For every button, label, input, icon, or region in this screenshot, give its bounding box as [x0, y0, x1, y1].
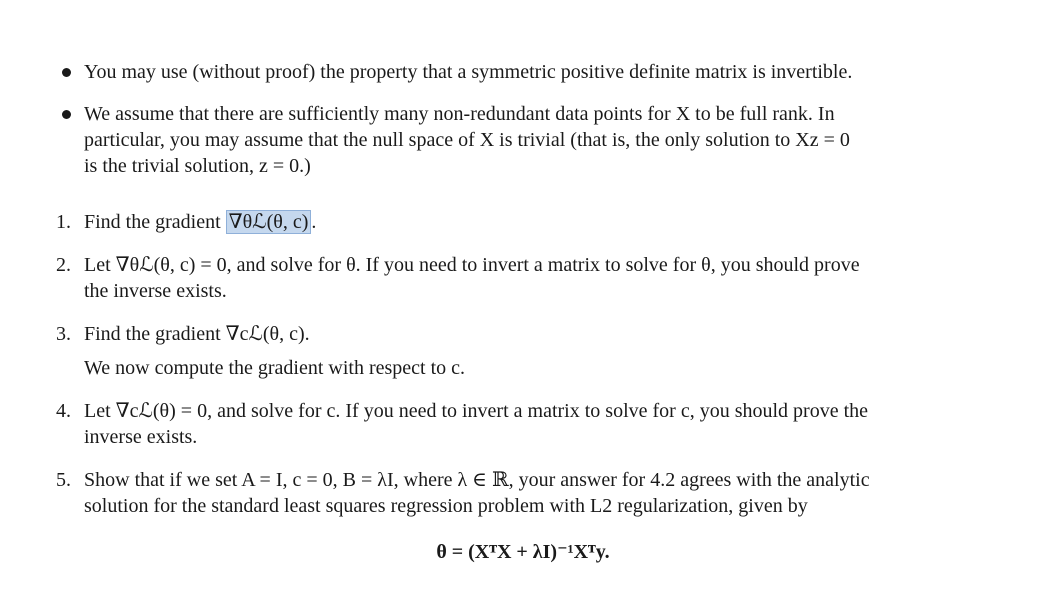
- bullet-item: You may use (without proof) the property that a symmetric positive definite matrix is invertible.: [84, 61, 853, 83]
- item-number: 5.: [56, 469, 71, 491]
- question-1: [84, 209, 1008, 235]
- bullet-item-line: We assume that there are sufficiently many non-redundant data points for X to be full rank. In: [84, 103, 835, 125]
- item-number: 3.: [56, 323, 71, 345]
- item-number: 1.: [56, 211, 71, 233]
- question-text: Find the gradient: [84, 211, 221, 233]
- question-3-note: We now compute the gradient with respect to c.: [84, 357, 466, 379]
- question-5-line: Show that if we set A = I, c = 0, B = λI, where λ ∈ ℝ, your answer for 4.2 agrees with the analytic: [84, 469, 870, 491]
- question-5-line: solution for the standard least squares regression problem with L2 regularization, given by: [84, 495, 808, 517]
- display-equation: [0, 537, 1046, 567]
- bullet-item-line: particular, you may assume that the null space of X is trivial (that is, the only solution to Xz = 0: [84, 129, 850, 151]
- equation-text: θ = (XᵀX + λI)⁻¹Xᵀy.: [436, 541, 610, 563]
- bullet-dot: [62, 110, 71, 119]
- item-number: 2.: [56, 254, 71, 276]
- bullet-item-line: is the trivial solution, z = 0.): [84, 155, 311, 177]
- question-4-line: Let ∇cℒ(θ) = 0, and solve for c. If you need to invert a matrix to solve for c, you should prove the: [84, 400, 869, 422]
- selected-text-highlight[interactable]: ∇θℒ(θ, c): [226, 210, 312, 234]
- question-3: Find the gradient ∇cℒ(θ, c).: [84, 323, 310, 345]
- item-number: 4.: [56, 400, 71, 422]
- question-2-line: Let ∇θℒ(θ, c) = 0, and solve for θ. If you need to invert a matrix to solve for θ, you should prove: [84, 254, 860, 276]
- question-4-line: inverse exists.: [84, 426, 198, 448]
- question-punct: .: [311, 211, 317, 233]
- question-2-line: the inverse exists.: [84, 280, 227, 302]
- bullet-dot: [62, 68, 71, 77]
